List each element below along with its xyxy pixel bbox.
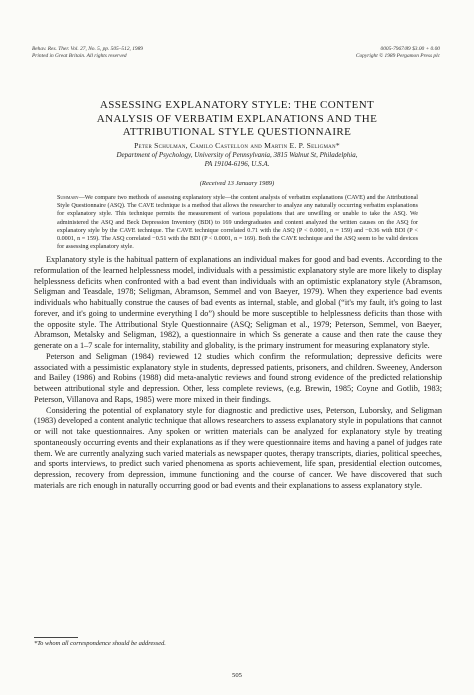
title-line: ASSESSING EXPLANATORY STYLE: THE CONTENT	[99, 99, 375, 111]
received-date: (Received 13 January 1989)	[199, 180, 275, 187]
article-body	[34, 255, 442, 492]
footnote-rule	[34, 637, 78, 638]
body-paragraph: Peterson and Seligman (1984) reviewed 12 studies which confirm the reformulation; depressive deficits were associated with a pessimistic explanatory style in students, depressed patients, prisoners, and children. Sweeney, Anderson and Bailey (1986) and Robins (1988) did meta-analytic reviews and found strong evidence of the predicted relationship between attributional style and depression. Other, less complete reviews, (e.g. Brewin, 1985; Coyne and Gotlib, 1983; Peterson, Villanova and Raps, 1985) were more mixed in their findings.	[34, 351, 442, 404]
abstract-lead: Summary	[57, 195, 79, 201]
affiliation-line: PA 19104-6196, U.S.A.	[204, 160, 270, 169]
author-block	[30, 141, 444, 170]
abstract-text: —We compare two methods of assessing explanatory style—the content analysis of verbatim explanations (CAVE) and the Attributional Style Questionnaire (ASQ). The CAVE technique is a method that allows the researcher to analyze any naturally occurring verbatim explanations for explanatory style. This technique permits the measurement of various populations that are unwilling or unable to take the ASQ. We administered the ASQ and Beck Depression Inventory (BDI) to 169 undergraduates and content analyzed the written causes on the ASQ for explanatory style by the CAVE technique. The CAVE technique correlated 0.71 with the ASQ (P < 0.0001, n = 159) and −0.36 with BDI (P < 0.0001, n = 159). The ASQ correlated −0.51 with the BDI (P < 0.0001, n = 169). Both the CAVE technique and the ASQ seem to be valid devices for assessing explanatory style.	[57, 195, 418, 251]
copyright-block	[356, 46, 440, 60]
title-line: ATTRIBUTIONAL STYLE QUESTIONNAIRE	[122, 126, 352, 139]
footnote: *To whom all correspondence should be addressed.	[34, 640, 166, 647]
title-line: ANALYSIS OF VERBATIM EXPLANATIONS AND THE	[96, 112, 378, 125]
author-names: Peter Schulman, Camilo Castellon and Martin E. P. Seligman*	[134, 141, 340, 150]
page-number: 505	[232, 672, 242, 679]
abstract	[57, 194, 418, 251]
citation-line: Behav. Res. Ther. Vol. 27, No. 5, pp. 505–512, 1989	[32, 46, 143, 52]
issn-price-line: 0005-7967/89 $3.00 + 0.00	[380, 46, 440, 52]
journal-citation	[32, 46, 143, 60]
copyright-line: Copyright © 1989 Pergamon Press plc	[355, 53, 440, 59]
article-title	[30, 99, 444, 140]
body-paragraph: Explanatory style is the habitual pattern of explanations an individual makes for good and bad events. According to the reformulation of the learned helplessness model, individuals with a pessimistic explanatory style are more likely to display helplessness deficits when confronted with a bad event than individuals with an optimistic explanatory style (Abramson, Seligman and Teasdale, 1978; Seligman, Abramson, Semmel and von Baeyer, 1979). When they experience bad events individuals who habitually construe the causes of bad events as internal, stable, and global (“it's my fault, it's going to last forever, and it's going to undermine everything I do”) should be more susceptible to helplessness deficits than those with the opposite style. The Attributional Style Questionnaire (ASQ; Seligman et al., 1979; Peterson, Semmel, von Baeyer, Abramson, Metalsky and Seligman, 1982), a questionnaire in which Ss generate a cause and then rate the cause they generate on a 1–7 scale for internality, stability and globality, is the primary instrument for measuring explanatory style.	[34, 255, 442, 350]
body-paragraph: Considering the potential of explanatory style for diagnostic and predictive uses, Peterson, Luborsky, and Seligman (1983) developed a content analytic technique that allows researchers to assess explanatory style in populations that cannot or will not take questionnaires. Any spoken or written materials can be analyzed for explanatory style by treating spontaneously occurring events and their explanations as if they were questionnaire items and having a panel of judges rate them. We are currently analyzing such varied materials as newspaper quotes, therapy transcripts, diaries, political speeches, and sports interviews, to predict such varied phenomena as sports achievement, life span, presidential election outcomes, depression, recovery from depression, immune functioning and the course of cancer. We have discovered that such materials are rich enough in naturally occurring good or bad events and their explanations to assess explanatory style.	[34, 405, 442, 490]
printed-in-line: Printed in Great Britain. All rights reserved	[32, 53, 127, 59]
affiliation-line: Department of Psychology, University of Pennsylvania, 3815 Walnut St, Philadelphia,	[116, 150, 358, 159]
